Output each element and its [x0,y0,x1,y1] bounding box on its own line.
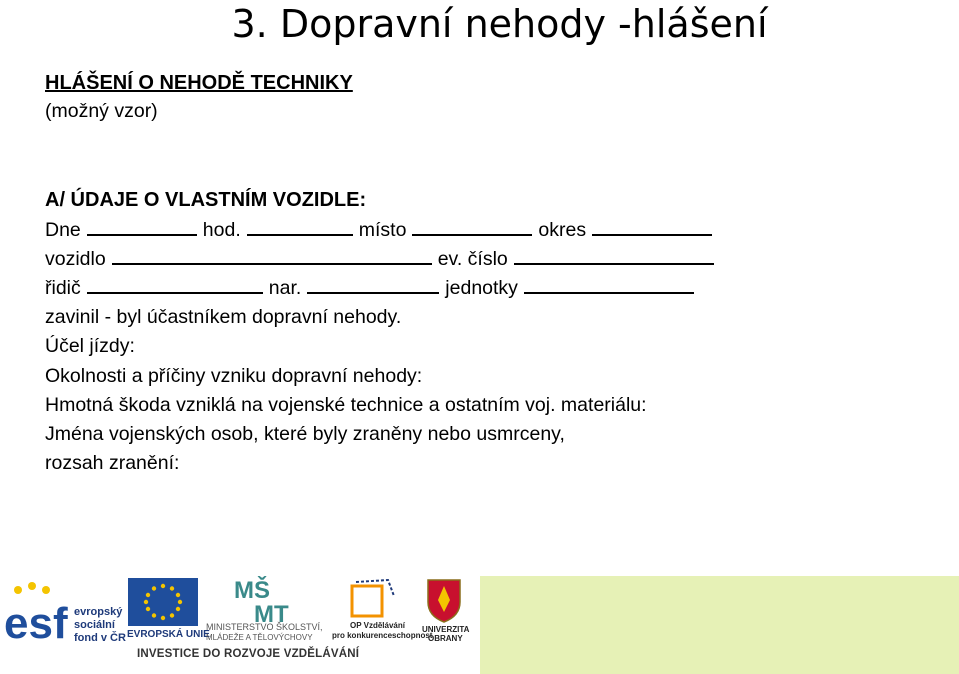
esf-label3: fond v ČR [74,632,126,644]
uo-label2: OBRANY [428,634,463,643]
section-a-heading: A/ ÚDAJE O VLASTNÍM VOZIDLE: [45,189,367,211]
label-jednotky: jednotky [445,277,518,299]
label-vozidlo: vozidlo [45,248,106,270]
line-okolnosti: Okolnosti a příčiny vzniku dopravní nehody: [45,365,423,387]
svg-text:esf: esf [4,599,68,648]
uo-label1: UNIVERZITA [422,625,470,634]
label-misto: místo [358,219,407,241]
esf-label1: evropský [74,606,123,618]
op-label2: pro konkurenceschopnost [332,631,433,640]
msmt-logo [232,576,312,624]
label-ridic: řidič [45,277,81,299]
report-subheading: (možný vzor) [45,100,158,122]
blank-vozidlo [112,245,432,265]
blank-hod [247,216,353,236]
blank-ev-cislo [514,245,714,265]
label-nar: nar. [268,277,302,299]
label-okres: okres [538,219,587,241]
blank-misto [412,216,532,236]
line-ucel: Účel jízdy: [45,335,135,357]
row-driver [45,274,700,301]
row-date-place [45,216,718,243]
row-vehicle [45,245,720,272]
eu-flag-logo [128,578,198,626]
label-ev-cislo: ev. číslo [437,248,508,270]
line-zavinil: zavinil - byl účastníkem dopravní nehody. [45,306,402,328]
esf-label2: sociální [74,619,115,631]
label-hod: hod. [202,219,241,241]
line-skoda: Hmotná škoda vzniklá na vojenské technice a ostatním voj. materiálu: [45,394,647,416]
page-title: 3. Dopravní nehody -hlášení [231,2,768,46]
investice-tagline: INVESTICE DO ROZVOJE VZDĚLÁVÁNÍ [137,648,360,660]
msmt-label1: MINISTERSTVO ŠKOLSTVÍ, [206,622,323,632]
report-heading: HLÁŠENÍ O NEHODĚ TECHNIKY [45,72,353,94]
eu-label: EVROPSKÁ UNIE [127,629,210,640]
blank-dne [87,216,197,236]
msmt-label2: MLÁDEŽE A TĚLOVÝCHOVY [206,633,313,642]
line-rozsah: rozsah zranění: [45,452,180,474]
blank-okres [592,216,712,236]
blank-ridic [87,274,263,294]
line-jmena: Jména vojenských osob, které byly zraněny nebo usmrceny, [45,423,565,445]
label-dne: Dne [45,219,81,241]
blank-nar [307,274,439,294]
blank-jednotky [524,274,694,294]
op-logo [348,576,398,620]
svg-text:MŠ: MŠ [234,577,270,604]
op-label1: OP Vzdělávání [350,621,405,630]
university-crest-logo [424,576,464,624]
svg-text:MT: MT [254,601,289,624]
